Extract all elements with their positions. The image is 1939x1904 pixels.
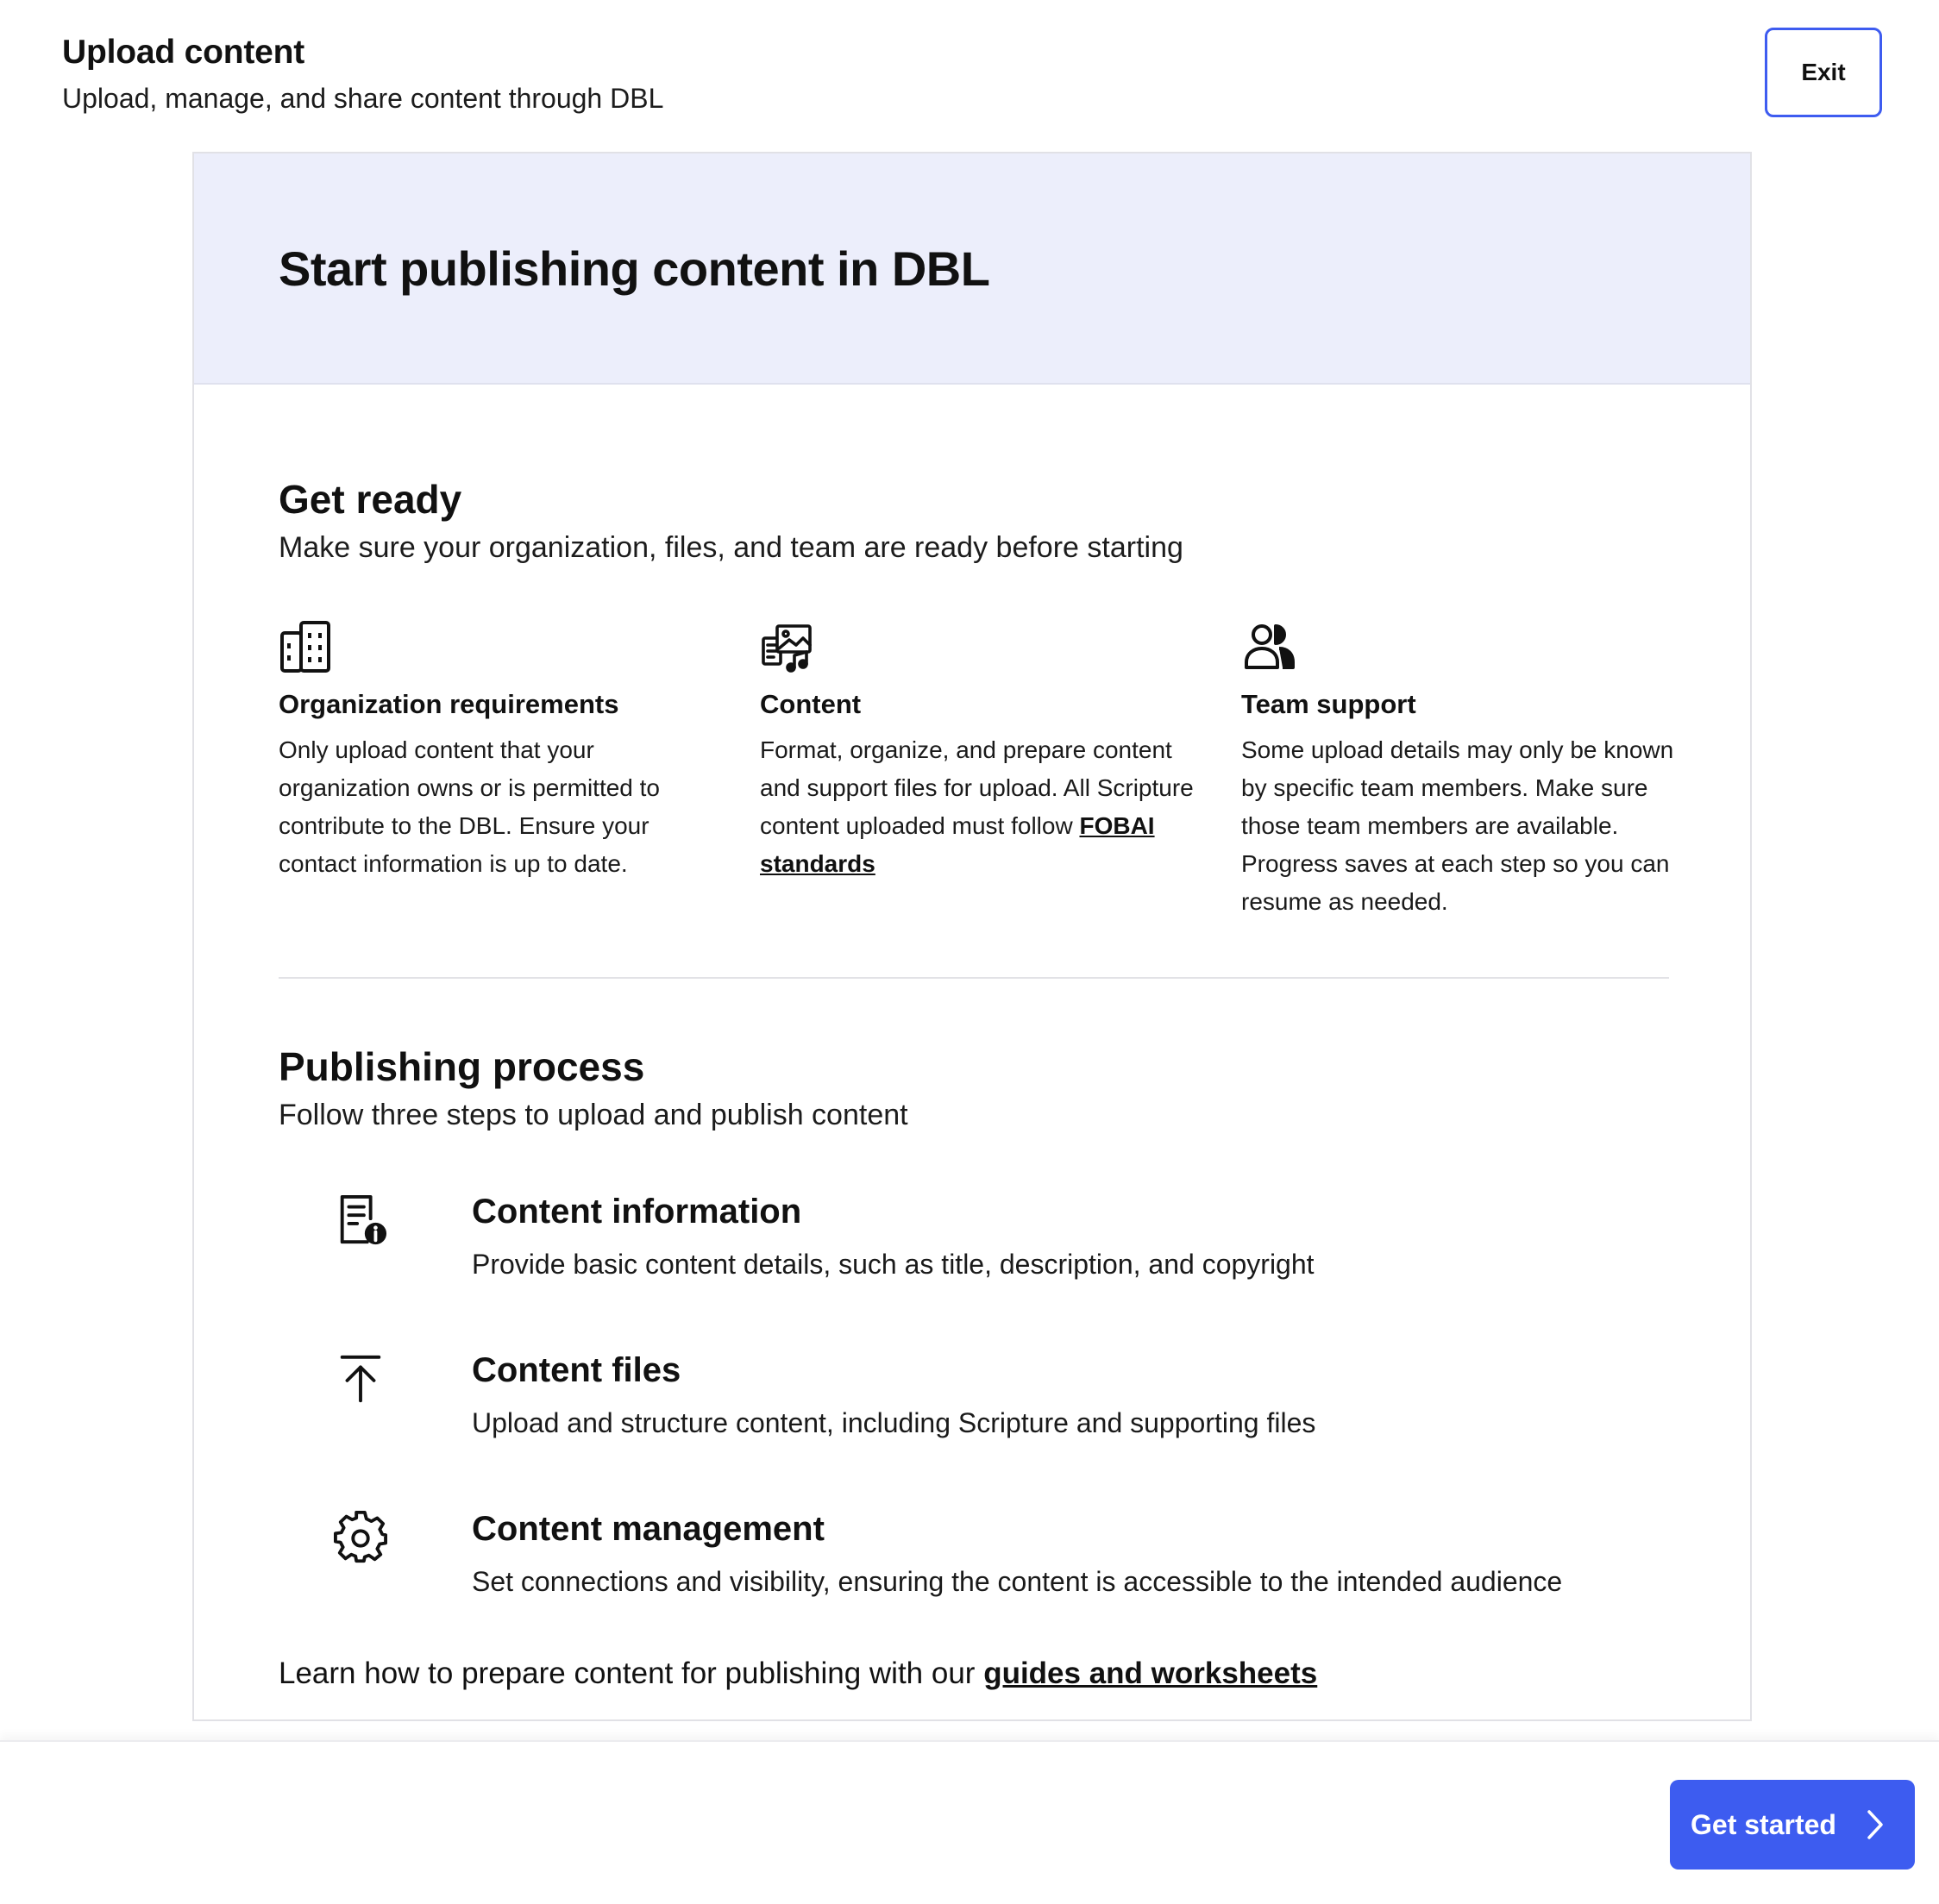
step-content-files-text: Upload and structure content, including Scripture and supporting files bbox=[472, 1407, 1316, 1438]
organization-requirements-card bbox=[279, 619, 727, 883]
get-started-button[interactable] bbox=[1670, 1780, 1915, 1870]
learn-more-body: Learn how to prepare content for publishing with our bbox=[279, 1657, 976, 1690]
document-info-icon bbox=[334, 1193, 387, 1247]
team-icon bbox=[1241, 619, 1296, 674]
page-title: Upload content bbox=[62, 34, 305, 71]
team-support-card bbox=[1241, 619, 1690, 921]
publishing-steps bbox=[334, 1188, 1628, 1664]
team-support-title: Team support bbox=[1241, 689, 1416, 719]
upload-arrow-icon bbox=[334, 1352, 387, 1406]
get-started-label: Get started bbox=[1691, 1808, 1836, 1840]
publishing-process-subtitle: Follow three steps to upload and publish content bbox=[279, 1099, 908, 1131]
step-content-information-title: Content information bbox=[472, 1193, 802, 1231]
organization-requirements-title: Organization requirements bbox=[279, 689, 619, 719]
guides-and-worksheets-link[interactable]: guides and worksheets bbox=[983, 1657, 1318, 1690]
step-content-management-title: Content management bbox=[472, 1510, 825, 1548]
get-ready-section bbox=[279, 474, 1183, 569]
content-title: Content bbox=[760, 689, 862, 719]
get-ready-columns bbox=[279, 619, 1693, 947]
section-divider bbox=[279, 977, 1669, 979]
get-ready-subtitle: Make sure your organization, files, and team are ready before starting bbox=[279, 531, 1183, 564]
footer-bar bbox=[0, 1740, 1939, 1904]
gear-icon bbox=[334, 1511, 387, 1564]
fobai-standards-link[interactable]: FOBAI standards bbox=[760, 812, 1155, 877]
step-content-information bbox=[334, 1188, 1628, 1347]
learn-more-text bbox=[279, 1652, 1317, 1695]
hero-banner bbox=[194, 153, 1750, 385]
building-icon bbox=[279, 619, 334, 674]
chevron-right-icon bbox=[1867, 1809, 1884, 1840]
step-content-information-text: Provide basic content details, such as title, description, and copyright bbox=[472, 1249, 1315, 1280]
step-content-files-title: Content files bbox=[472, 1351, 681, 1389]
content-text bbox=[760, 731, 1208, 883]
get-ready-title: Get ready bbox=[279, 477, 462, 522]
hero-title: Start publishing content in DBL bbox=[279, 241, 990, 296]
page-subtitle: Upload, manage, and share content through DBL bbox=[62, 83, 664, 114]
exit-button[interactable]: Exit bbox=[1765, 28, 1882, 117]
team-support-text: Some upload details may only be known by specific team members. Make sure those team members are available. Progress saves at each step so you can resume as needed. bbox=[1241, 736, 1674, 915]
intro-card bbox=[192, 152, 1752, 1721]
publishing-process-section bbox=[279, 1042, 908, 1137]
media-files-icon bbox=[760, 619, 815, 674]
app-header bbox=[62, 31, 663, 119]
organization-requirements-text: Only upload content that your organization owns or is permitted to contribute to the DBL. Ensure your contact information is up to date. bbox=[279, 736, 660, 877]
content-card bbox=[760, 619, 1208, 883]
publishing-process-title: Publishing process bbox=[279, 1044, 645, 1089]
step-content-management bbox=[334, 1506, 1628, 1664]
step-content-files bbox=[334, 1347, 1628, 1506]
step-content-management-text: Set connections and visibility, ensuring the content is accessible to the intended audience bbox=[472, 1566, 1563, 1597]
content-text-body: Format, organize, and prepare content and support files for upload. All Scripture content uploaded must follow bbox=[760, 736, 1194, 839]
